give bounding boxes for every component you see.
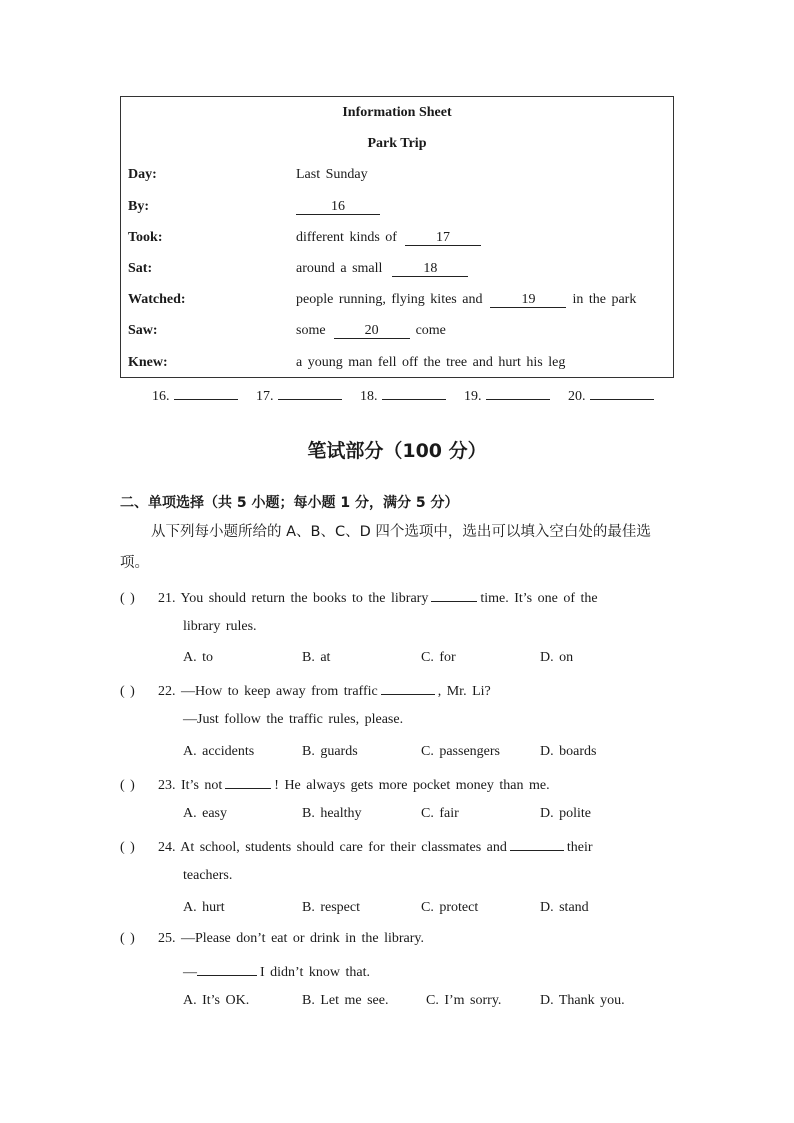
answer-paren-24[interactable]: ( )	[120, 840, 135, 855]
answer-paren-22[interactable]: ( )	[120, 684, 135, 699]
row-label-sat: Sat:	[128, 261, 153, 276]
option-21-c[interactable]: C. for	[421, 650, 456, 665]
answer-blank-16[interactable]: 16.	[152, 386, 238, 405]
option-22-b[interactable]: B. guards	[302, 744, 358, 759]
written-section-heading: 笔试部分（100 分）	[307, 440, 487, 462]
blank-18: 18	[392, 262, 468, 277]
question-25: ( ) 25. —Please don’t eat or drink in the library.	[120, 931, 424, 946]
option-24-b[interactable]: B. respect	[302, 900, 360, 915]
question-21-line2: library rules.	[183, 619, 257, 634]
option-23-c[interactable]: C. fair	[421, 806, 459, 821]
row-label-saw: Saw:	[128, 323, 158, 338]
answer-paren-21[interactable]: ( )	[120, 591, 135, 606]
option-24-d[interactable]: D. stand	[540, 900, 589, 915]
information-sheet	[120, 96, 674, 378]
option-24-a[interactable]: A. hurt	[183, 900, 225, 915]
row-value-saw: some 20 come	[296, 323, 446, 338]
row-value-knew: a young man fell off the tree and hurt his leg	[296, 355, 566, 370]
blank-17: 17	[405, 231, 481, 246]
row-label-day: Day:	[128, 167, 157, 182]
option-25-a[interactable]: A. It’s OK.	[183, 993, 250, 1008]
row-label-watched: Watched:	[128, 292, 186, 307]
answer-blank-18[interactable]: 18.	[360, 386, 446, 405]
option-22-d[interactable]: D. boards	[540, 744, 597, 759]
row-label-knew: Knew:	[128, 355, 168, 370]
section-two-instructions: 从下列每小题所给的 A、B、C、D 四个选项中，选出可以填入空白处的最佳选项。	[120, 524, 651, 571]
option-25-d[interactable]: D. Thank you.	[540, 993, 625, 1008]
sheet-title: Information Sheet	[342, 105, 452, 120]
blank-16: 16	[296, 200, 380, 215]
question-23: ( ) 23. It’s not ! He always gets more pocket money than me.	[120, 775, 550, 794]
row-value-took: different kinds of 17	[296, 230, 485, 246]
option-25-b[interactable]: B. Let me see.	[302, 993, 389, 1008]
option-23-a[interactable]: A. easy	[183, 806, 227, 821]
question-24: ( ) 24. At school, students should care for their classmates and their	[120, 837, 593, 856]
option-22-c[interactable]: C. passengers	[421, 744, 500, 759]
section-two-title: 二、单项选择（共 5 小题；每小题 1 分，满分 5 分）	[120, 495, 459, 511]
question-22-reply: —Just follow the traffic rules, please.	[183, 712, 404, 727]
question-25-reply: — I didn’t know that.	[183, 962, 370, 981]
answer-paren-23[interactable]: ( )	[120, 778, 135, 793]
answer-blank-19[interactable]: 19.	[464, 386, 550, 405]
option-22-a[interactable]: A. accidents	[183, 744, 255, 759]
option-23-b[interactable]: B. healthy	[302, 806, 362, 821]
option-21-a[interactable]: A. to	[183, 650, 213, 665]
blank-20: 20	[334, 324, 410, 339]
row-label-by: By:	[128, 199, 149, 214]
option-24-c[interactable]: C. protect	[421, 900, 479, 915]
option-21-b[interactable]: B. at	[302, 650, 331, 665]
row-value-sat: around a small 18	[296, 261, 472, 277]
row-value-watched: people running, flying kites and 19 in the park	[296, 292, 637, 307]
question-21: ( ) 21. You should return the books to the library time. It’s one of the	[120, 588, 598, 607]
option-25-c[interactable]: C. I’m sorry.	[426, 993, 502, 1008]
question-22: ( ) 22. —How to keep away from traffic , Mr. Li?	[120, 681, 491, 700]
option-21-d[interactable]: D. on	[540, 650, 574, 665]
blank-19: 19	[490, 293, 566, 308]
sheet-subtitle: Park Trip	[367, 136, 427, 151]
row-label-took: Took:	[128, 230, 163, 245]
row-value-day: Last Sunday	[296, 167, 368, 182]
answer-paren-25[interactable]: ( )	[120, 931, 135, 946]
option-23-d[interactable]: D. polite	[540, 806, 591, 821]
question-24-line2: teachers.	[183, 868, 233, 883]
row-value-by	[296, 199, 384, 215]
answer-blank-20[interactable]: 20.	[568, 386, 654, 405]
answer-blank-17[interactable]: 17.	[256, 386, 342, 405]
